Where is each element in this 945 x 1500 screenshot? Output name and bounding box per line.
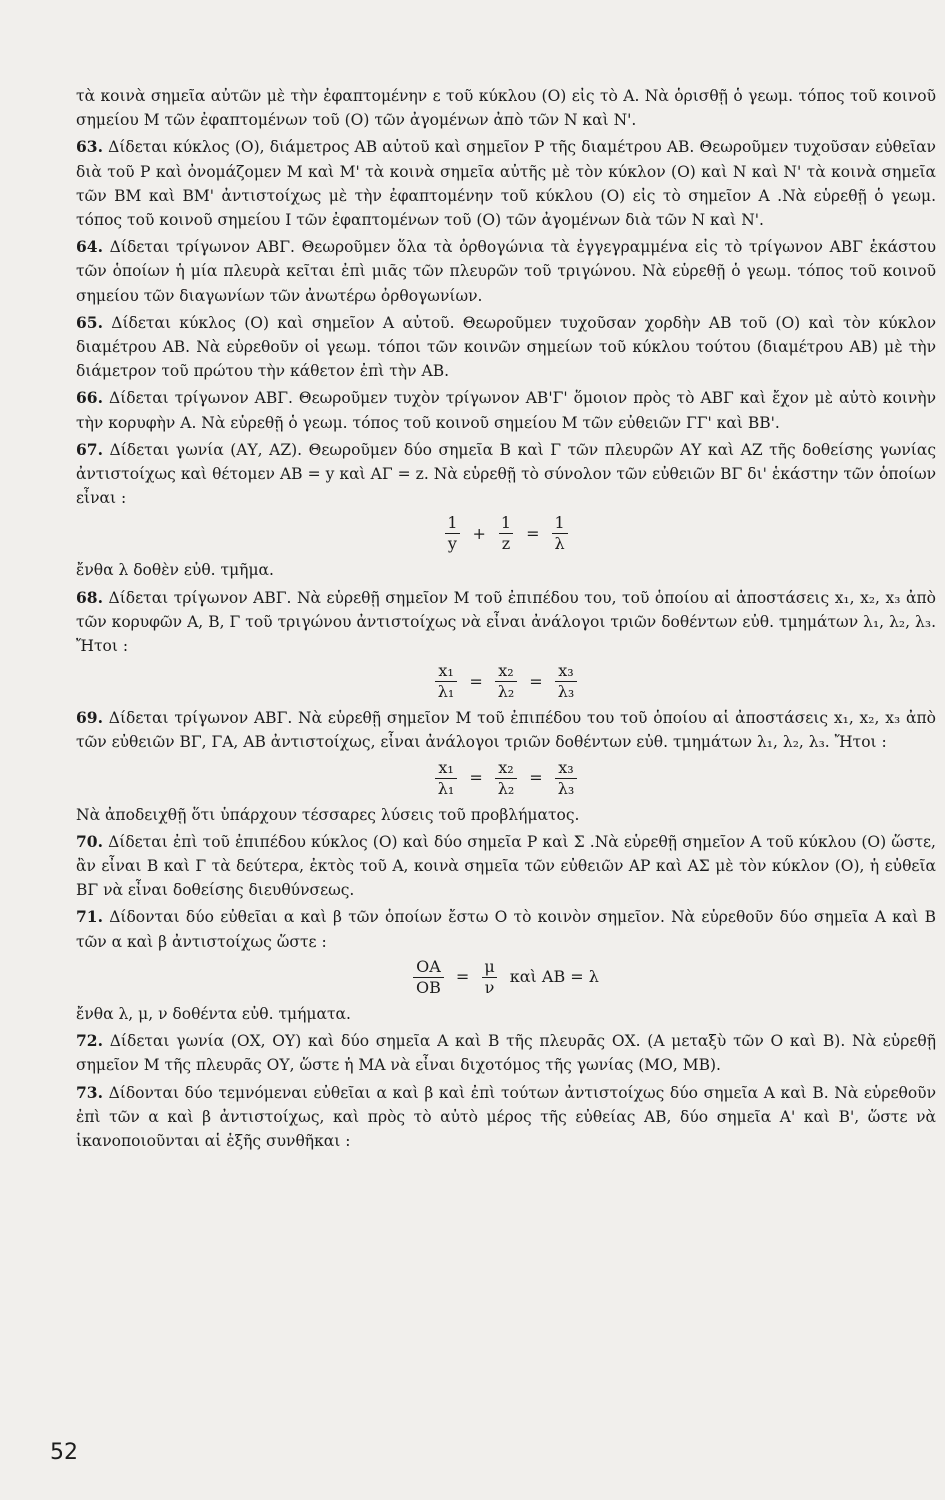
problem-number: 71. [76,907,103,927]
numerator: 1 [500,513,512,533]
denominator: λ₃ [555,681,578,702]
problem-67-note: ἔνθα λ δοθὲν εὐθ. τμῆμα. [76,561,274,580]
numerator: x₁ [438,661,454,681]
operator: = [529,768,543,788]
formula-tail: καὶ ΑΒ = λ [509,967,599,987]
numerator: μ [484,956,495,976]
numerator: x₃ [558,661,574,681]
numerator: x₃ [558,757,574,777]
fraction [435,758,458,799]
fraction [552,513,568,554]
problem-text: Δίδεται γωνία (ΑΥ, ΑΖ). Θεωροῦμεν δύο σημεῖα Β καὶ Γ τῶν πλευρῶν ΑΥ καὶ ΑΖ τῆς δοθείσης γωνίας ἀντιστοίχως καὶ θέτομεν ΑΒ = y καὶ ΑΓ = z. Νὰ εὑρεθῇ τὸ σύνολον τῶν εὐθειῶν ΒΓ δι' ἑκάστην τῶν ὁποίων εἶναι : [76,440,936,508]
problem-65 [76,311,936,384]
fraction [555,661,578,702]
problem-text: Δίδεται τρίγωνον ΑΒΓ. Νὰ εὑρεθῇ σημεῖον Μ τοῦ ἐπιπέδου του τοῦ ὁποίου αἱ ἀποστάσεις x₁, x₂, x₃ ἀπὸ τῶν εὐθειῶν ΒΓ, ΓΑ, ΑΒ ἀντιστοίχως, εἶναι ἀνάλογοι τριῶν δοθέντων εὐθ. τμημάτων λ₁, λ₂, λ₃. Ἤτοι : [76,709,936,752]
page-number: 52 [50,1440,78,1465]
numerator: x₂ [498,661,514,681]
denominator: λ₁ [435,681,458,702]
problem-number: 72. [76,1031,103,1051]
operator: = [469,768,483,788]
numerator: 1 [554,513,565,533]
problem-number: 65. [76,312,103,332]
fraction [413,957,444,998]
denominator: y [445,533,460,554]
problem-66 [76,386,936,434]
problem-text: Δίδεται γωνία (ΟΧ, ΟΥ) καὶ δύο σημεῖα Α καὶ Β τῆς πλευρᾶς ΟΧ. (Α μεταξὺ τῶν Ο καὶ Β). Νὰ εὑρεθῇ σημεῖον Μ τῆς πλευρᾶς ΟΥ, ὥστε ἡ ΜΑ νὰ εἶναι διχοτόμος τῆς γωνίας (ΜΟ, ΜΒ). [76,1032,936,1075]
formula-69 [76,758,936,799]
numerator: x₁ [438,757,454,777]
operator: = [526,523,540,543]
denominator: λ₂ [495,778,518,799]
problem-71 [76,905,936,953]
problem-number: 70. [76,831,103,851]
numerator: ΟΑ [416,956,441,976]
denominator: ν [482,977,498,998]
denominator: λ₂ [495,681,518,702]
problem-text: Δίδονται δύο εὐθεῖαι α καὶ β τῶν ὁποίων ἔστω Ο τὸ κοινὸν σημεῖον. Νὰ εὑρεθοῦν δύο σημεῖα Α καὶ Β τῶν α καὶ β ἀντιστοίχως ὥστε : [76,908,936,951]
denominator: λ₁ [435,778,458,799]
operator: = [529,671,543,691]
denominator: ΟΒ [413,977,444,998]
problem-67 [76,438,936,511]
numerator: x₂ [498,757,514,777]
operator: = [469,671,483,691]
problem-72 [76,1029,936,1077]
problem-number: 63. [76,137,103,157]
denominator: λ₃ [555,778,578,799]
problem-number: 67. [76,439,103,459]
fraction [555,758,578,799]
problem-text: Δίδεται τρίγωνον ΑΒΓ. Νὰ εὑρεθῇ σημεῖον Μ τοῦ ἐπιπέδου του, τοῦ ὁποίου αἱ ἀποστάσεις x₁, x₂, x₃ ἀπὸ τῶν κορυφῶν Α, Β, Γ τοῦ τριγώνου ἀντιστοίχως νὰ εἶναι ἀνάλογοι τριῶν δοθέντων εὐθ. τμημάτων λ₁, λ₂, λ₃. Ἤτοι : [76,588,936,656]
fraction [495,661,518,702]
problem-69 [76,706,936,754]
problem-number: 66. [76,388,103,408]
fraction [498,513,514,554]
problem-number: 73. [76,1082,103,1102]
problem-text: Δίδεται τρίγωνον ΑΒΓ. Θεωροῦμεν ὅλα τὰ ὀρθογώνια τὰ ἐγγεγραμμένα εἰς τὸ τρίγωνον ΑΒΓ ἑκάστου τῶν ὁποίων ἡ μία πλευρὰ κεῖται ἐπὶ μιᾶς τῶν πλευρῶν τοῦ τριγώνου. Νὰ εὑρεθῇ ὁ γεωμ. τόπος τοῦ κοινοῦ σημείου τῶν διαγωνίων τῶν ἀνωτέρω ὀρθογωνίων. [76,238,936,305]
problem-number: 68. [76,587,103,607]
fraction [481,957,497,998]
formula-67 [76,513,936,554]
problem-63 [76,135,936,232]
formula-71 [76,957,936,998]
operator: = [455,967,470,987]
problem-text: Δίδονται δύο τεμνόμεναι εὐθεῖαι α καὶ β καὶ ἐπὶ τούτων ἀντιστοίχως δύο σημεῖα Α καὶ Β. Νὰ εὑρεθοῦν ἐπὶ τῶν α καὶ β ἀντιστοίχως, καὶ πρὸς τὸ αὐτὸ μέρος τῆς εὐθείας ΑΒ, δύο σημεῖα Α' καὶ Β', ὥστε νὰ ἱκανοποιοῦνται αἱ ἑξῆς συνθῆκαι : [76,1083,936,1150]
numerator: 1 [447,513,458,533]
problem-64 [76,235,936,308]
problem-text: Δίδεται τρίγωνον ΑΒΓ. Θεωροῦμεν τυχὸν τρίγωνον ΑΒ'Γ' ὅμοιον πρὸς τὸ ΑΒΓ καὶ ἔχον μὲ αὐτὸ κοινὴν τὴν κορυφὴν Α. Νὰ εὑρεθῇ ὁ γεωμ. τόπος τοῦ κοινοῦ σημείου Μ τῶν εὐθειῶν ΓΓ' καὶ ΒΒ'. [76,389,937,432]
denominator: λ [552,533,568,554]
fraction [444,513,460,554]
problem-73 [76,1081,936,1154]
denominator: z [499,533,513,554]
problem-68 [76,586,936,659]
problem-text: Δίδεται κύκλος (Ο), διάμετρος ΑΒ αὐτοῦ καὶ σημεῖον Ρ τῆς διαμέτρου ΑΒ. Θεωροῦμεν τυχοῦσαν εὐθεῖαν διὰ τοῦ Ρ καὶ ὀνομάζομεν Μ καὶ Μ' τὰ κοινὰ σημεῖα αὐτῆς μὲ τὸν κύκλον (Ο) καὶ Ν καὶ Ν' τὰ κοινὰ σημεῖα τῶν ΒΜ καὶ ΒΜ' ἀντιστοίχως μὲ τὴν ἐφαπτομένην τοῦ κύκλου (Ο) εἰς τὸ σημεῖον Α .Νὰ εὑρεθῇ ὁ γεωμ. τόπος τοῦ κοινοῦ σημείου Ι τῶν ἐφαπτομένων τοῦ (Ο) τῶν ἀγομένων διὰ τῶν Ν καὶ Ν'. [76,138,936,230]
problem-69-note: Νὰ ἀποδειχθῇ ὅτι ὑπάρχουν τέσσαρες λύσεις τοῦ προβλήματος. [76,805,580,824]
problem-text: Δίδεται ἐπὶ τοῦ ἐπιπέδου κύκλος (Ο) καὶ δύο σημεῖα Ρ καὶ Σ .Νὰ εὑρεθῇ σημεῖον Α τοῦ κύκλου (Ο) ὥστε, ἂν εἶναι Β καὶ Γ τὰ δεύτερα, ἐκτὸς τοῦ Α, κοινὰ σημεῖα τῶν εὐθειῶν ΑΡ καὶ ΑΣ μὲ τὸν κύκλον (Ο), ἡ εὐθεῖα ΒΓ νὰ εἶναι δοθείσης διευθύνσεως. [76,832,936,900]
problem-number: 69. [76,708,103,728]
problem-71-note: ἔνθα λ, μ, ν δοθέντα εὐθ. τμήματα. [76,1004,351,1023]
problem-text: Δίδεται κύκλος (Ο) καὶ σημεῖον Α αὐτοῦ. Θεωροῦμεν τυχοῦσαν χορδὴν ΑΒ τοῦ (Ο) καὶ τὸν κύκλον διαμέτρου ΑΒ. Νὰ εὑρεθοῦν οἱ γεωμ. τόποι τῶν κοινῶν σημείων τοῦ κύκλου τούτου (διαμέτρου ΑΒ) μὲ τὴν διάμετρον τοῦ πρώτου τὴν κάθετον ἐπὶ τὴν ΑΒ. [76,313,936,381]
formula-68 [76,661,936,702]
operator: + [472,523,486,543]
fraction [435,661,458,702]
intro-paragraph: τὰ κοινὰ σημεῖα αὐτῶν μὲ τὴν ἐφαπτομένην ε τοῦ κύκλου (Ο) εἰς τὸ Α. Νὰ ὁρισθῇ ὁ γεωμ. τόπος τοῦ κοινοῦ σημείου Μ τῶν ἐφαπτομένων τοῦ (Ο) τῶν ἀγομένων ἀπὸ τῶν Ν καὶ Ν'. [76,87,936,130]
problem-number: 64. [76,237,103,257]
problem-70 [76,830,936,903]
page-body [76,84,936,1156]
fraction [495,758,518,799]
